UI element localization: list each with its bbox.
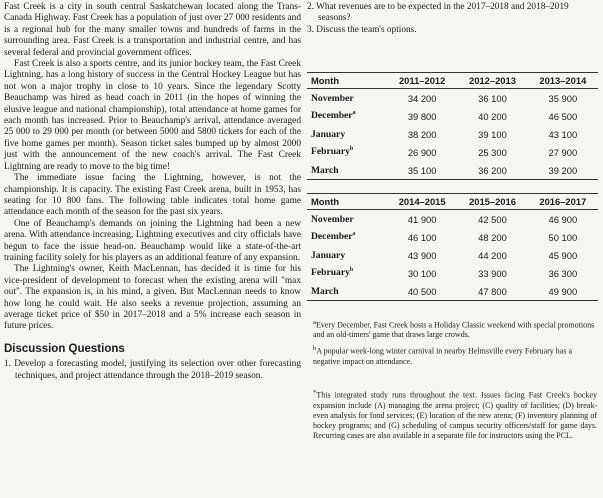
note-text: This integrated study runs throughout the text. Issues facing Fast Creek's hockey expansion include (A) managing the arena project; (C) quality of facilities; (D) break-even analysis for food services; (E) location of the new arena; (F) inventory planning of hockey programs; and (G) scheduling of campus security officers/staff for game days. Recurring cases are also available in a separate file for instructors using the PCL. bbox=[313, 390, 597, 440]
table-row bbox=[307, 161, 598, 180]
question-3: 3. Discuss the team's options. bbox=[307, 24, 417, 35]
value-cell: 40 200 bbox=[478, 110, 507, 122]
value-cell: 43 900 bbox=[407, 249, 437, 261]
month-cell: March bbox=[307, 161, 387, 180]
value-cell: 42 500 bbox=[478, 213, 507, 225]
month-cell: February$^b$ bbox=[311, 146, 354, 158]
month-cell: March bbox=[307, 282, 387, 301]
table-footnotes bbox=[313, 318, 597, 367]
value-cell: 41 900 bbox=[407, 213, 437, 225]
month-cell: December$^a$ bbox=[311, 110, 356, 122]
question-1: 1. Develop a forecasting model, justifying its selection over other forecasting techniques, and project attendance through the 2018–2019 season. bbox=[4, 359, 301, 381]
month-cell: January bbox=[311, 249, 346, 261]
month-cell: November bbox=[311, 92, 354, 104]
attendance-table-1 bbox=[307, 72, 598, 180]
value-cell: 39 100 bbox=[478, 128, 507, 140]
table-row bbox=[307, 210, 598, 229]
month-cell: February$^b$ bbox=[311, 267, 354, 279]
value-cell: 38 200 bbox=[407, 128, 437, 140]
table2-header-year: 2015–2016 bbox=[457, 194, 527, 210]
table-row bbox=[307, 89, 598, 108]
value-cell: 30 100 bbox=[407, 267, 437, 279]
value-cell: 47 800 bbox=[457, 282, 527, 301]
month-cell: December$^a$ bbox=[311, 231, 356, 243]
value-cell: 36 100 bbox=[478, 92, 507, 104]
table-row bbox=[307, 246, 598, 264]
intro-paragraph: Fast Creek is a city in south central Saskatchewan located along the Trans-Canada Highway. Fast Creek has a population of just over 27 000 residents and is a regional hub for the many smaller towns and hundreds of farms in the surrounding area. Fast Creek is a transportation and industrial centre, and has several federal and provincial government offices. bbox=[4, 2, 301, 58]
value-cell: 39 800 bbox=[407, 110, 437, 122]
value-cell: 45 900 bbox=[548, 249, 578, 261]
value-cell: 36 300 bbox=[548, 267, 578, 279]
value-cell: 46 100 bbox=[407, 231, 437, 243]
value-cell: 50 100 bbox=[548, 231, 578, 243]
footnote-marker: a bbox=[352, 231, 356, 238]
footnote-b: $^b$A popular week-long winter carnival in nearby Helmsville every February has a negative impact on attendance. bbox=[313, 345, 573, 366]
discussion-heading: Discussion Questions bbox=[4, 342, 125, 355]
attendance-table-2 bbox=[307, 193, 598, 301]
owner-paragraph: The Lightning's owner, Keith MacLennan, has decided it is time for his vice-president of development to forecast when the existing arena will "max out". The expansion is, in his mind, a given. But MacLennan needs to know how long he could wait. He also seeks a revenue projection, assuming an average ticket price of $50 in 2017–2018 and a 5% increase each season in future prices. bbox=[4, 264, 301, 332]
value-cell: 35 100 bbox=[387, 161, 457, 180]
value-cell: 40 500 bbox=[387, 282, 457, 301]
integrated-study-note: *This integrated study runs throughout the text. Issues facing Fast Creek's hockey expansion include (A) managing the arena project; (C) quality of facilities; (D) break-even analysis for food services; (E) location of the new arena; (F) inventory planning of hockey programs; and (G) scheduling of campus security officers/staff for game days. Recurring cases are also available in a separate file for instructors using the PCL. bbox=[313, 389, 597, 440]
month-cell: November bbox=[311, 213, 354, 225]
value-cell: 44 200 bbox=[478, 249, 507, 261]
value-cell: 48 200 bbox=[478, 231, 507, 243]
value-cell: 27 900 bbox=[548, 146, 578, 158]
table-row bbox=[307, 143, 598, 161]
left-column bbox=[4, 2, 301, 382]
table-row bbox=[307, 228, 598, 246]
table1-header-year: 2011–2012 bbox=[387, 73, 457, 89]
value-cell: 34 200 bbox=[407, 92, 437, 104]
table-row bbox=[307, 264, 598, 282]
value-cell: 43 100 bbox=[548, 128, 578, 140]
capacity-paragraph: The immediate issue facing the Lightning, however, is not the championship. It is capacity. The existing Fast Creek arena, built in 1953, has seating for 10 800 fans. The following table indicates total home game attendance each month of the season for the past six years. bbox=[4, 173, 301, 218]
table1-header-year: 2013–2014 bbox=[528, 73, 598, 89]
footnote-marker: a bbox=[352, 110, 356, 117]
table-row bbox=[307, 125, 598, 143]
value-cell: 25 300 bbox=[478, 146, 507, 158]
value-cell: 46 500 bbox=[548, 110, 578, 122]
table-row bbox=[307, 107, 598, 125]
arena-paragraph: One of Beauchamp's demands on joining the Lightning had been a new arena. With attendance increasing, Lightning executives and city officials have begun to face the issue head-on. Beauchamp would like a state-of-the-art training facility solely for his players as an additional feature of any expansion. bbox=[4, 218, 301, 263]
sports-paragraph: Fast Creek is also a sports centre, and its junior hockey team, the Fast Creek Lightning, has a long history of success in the Central Hockey League but has not won a major trophy in close to 10 years. Since the legendary Scotty Beauchamp was hired as head coach in 2011 (in the hopes of winning the elusive league and national championship), total attendance at home games for each month has increased. Prior to Beauchamp's arrival, attendance averaged 25 000 to 29 000 per month (or between 5000 and 5800 tickets for each of the five home games per month). Season ticket sales bumped up by almost 2000 just with the announcement of the new coach's arrival. The Fast Creek Lightning are ready to move to the big time! bbox=[4, 59, 301, 172]
table2-header-month: Month bbox=[307, 194, 387, 210]
right-column-questions bbox=[307, 2, 600, 36]
footnote-marker: b bbox=[349, 267, 354, 274]
footnote-a: $^a$Every December, Fast Creek hosts a Holiday Classic weekend with special promotions and an old-timers' game that draws large crowds. bbox=[313, 319, 595, 340]
table-row bbox=[307, 282, 598, 301]
table2-header-year: 2016–2017 bbox=[528, 194, 598, 210]
value-cell: 49 900 bbox=[528, 282, 598, 301]
month-cell: January bbox=[311, 128, 346, 140]
value-cell: 35 900 bbox=[548, 92, 578, 104]
value-cell: 39 200 bbox=[528, 161, 598, 180]
value-cell: 26 900 bbox=[407, 146, 437, 158]
value-cell: 33 900 bbox=[478, 267, 507, 279]
table1-header-year: 2012–2013 bbox=[457, 73, 527, 89]
value-cell: 46 900 bbox=[548, 213, 578, 225]
table2-header-year: 2014–2015 bbox=[387, 194, 457, 210]
value-cell: 36 200 bbox=[457, 161, 527, 180]
table1-header-month: Month bbox=[307, 73, 387, 89]
question-2: 2. What revenues are to be expected in the 2017–2018 and 2018–2019 seasons? bbox=[307, 2, 569, 24]
footnote-marker: b bbox=[349, 146, 354, 153]
